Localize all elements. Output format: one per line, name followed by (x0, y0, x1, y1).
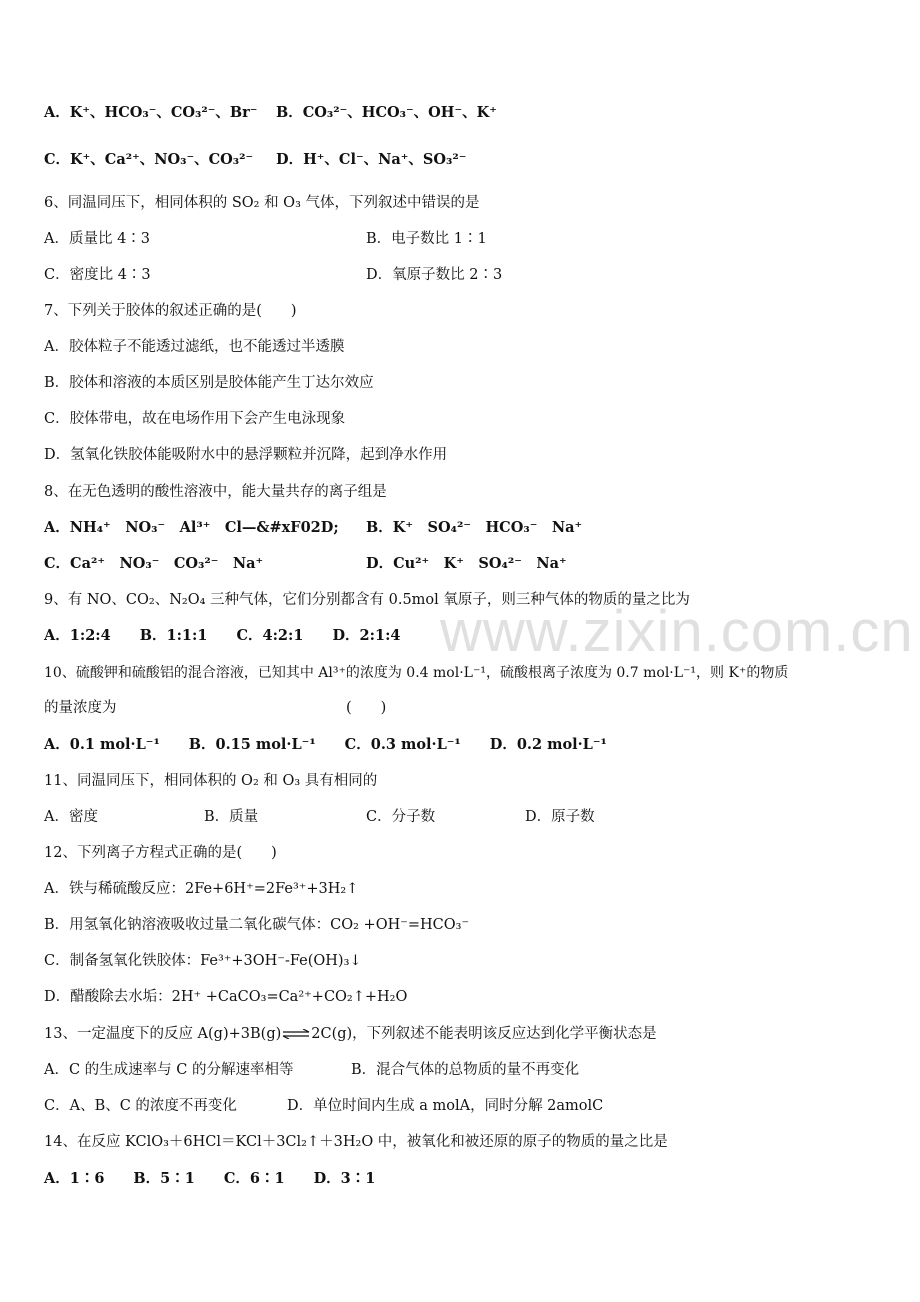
q13-option-b[interactable]: B．混合气体的总物质的量不再变化 (351, 1062, 580, 1078)
q11-option-b[interactable]: B．质量 (204, 809, 259, 825)
q7-option-b[interactable]: B．胶体和溶液的本质区别是胶体能产生丁达尔效应 (44, 375, 374, 391)
q10-stem-line1: 10、硫酸钾和硫酸铝的混合溶液，已知其中 Al³⁺的浓度为 0.4 mol·L⁻¹，硫酸根离子浓度为 0.7 mol·L⁻¹，则 K⁺的物质 (44, 665, 789, 681)
q13-option-a[interactable]: A．C 的生成速率与 C 的分解速率相等 (44, 1062, 294, 1078)
q13-options-row2 (44, 1096, 874, 1116)
q7-option-a[interactable]: A．胶体粒子不能透过滤纸，也不能透过半透膜 (44, 339, 345, 355)
q6-options-row1 (44, 229, 874, 249)
q7-stem: 7、下列关于胶体的叙述正确的是( ) (44, 303, 297, 319)
q13-option-c[interactable]: C．A、B、C 的浓度不再变化 (44, 1098, 237, 1114)
q8-option-b[interactable]: B．K⁺ SO₄²⁻ HCO₃⁻ Na⁺ (366, 519, 583, 536)
q10-answer-paren: ( ) (346, 700, 387, 716)
q11-options (44, 807, 874, 827)
q13-stem-pre: 13、一定温度下的反应 A(g)+3B(g) (44, 1026, 282, 1042)
equilibrium-arrow-icon (281, 1029, 311, 1039)
q12-option-c[interactable]: C．制备氢氧化铁胶体：Fe³⁺+3OH⁻-Fe(OH)₃↓ (44, 953, 362, 969)
q13-options-row1 (44, 1060, 874, 1080)
q6-option-c[interactable]: C．密度比 4∶3 (44, 267, 151, 283)
q8-option-a[interactable]: A．NH₄⁺ NO₃⁻ Al³⁺ Cl—&#xF02D; (44, 519, 339, 536)
q10-stem-tail: 的量浓度为 (44, 700, 117, 716)
q5-options-row2 (44, 150, 467, 170)
q13-option-d[interactable]: D．单位时间内生成 a molA，同时分解 2amolC (287, 1098, 604, 1114)
q11-option-c[interactable]: C．分子数 (366, 809, 436, 825)
q6-stem: 6、同温同压下，相同体积的 SO₂ 和 O₃ 气体，下列叙述中错误的是 (44, 195, 480, 211)
q6-option-b[interactable]: B．电子数比 1∶1 (366, 231, 487, 247)
q6-option-a[interactable]: A．质量比 4∶3 (44, 231, 151, 247)
q5-option-b[interactable]: B．CO₃²⁻、HCO₃⁻、OH⁻、K⁺ (276, 104, 497, 121)
q12-option-d[interactable]: D．醋酸除去水垢：2H⁺ +CaCO₃=Ca²⁺+CO₂↑+H₂O (44, 989, 408, 1005)
q6-option-d[interactable]: D．氧原子数比 2∶3 (366, 267, 503, 283)
q5-option-a[interactable]: A．K⁺、HCO₃⁻、CO₃²⁻、Br⁻ (44, 104, 258, 121)
q5-option-d[interactable]: D．H⁺、Cl⁻、Na⁺、SO₃²⁻ (276, 151, 467, 168)
q12-stem: 12、下列离子方程式正确的是( ) (44, 845, 277, 861)
q8-option-d[interactable]: D．Cu²⁺ K⁺ SO₄²⁻ Na⁺ (366, 555, 567, 572)
q11-stem: 11、同温同压下，相同体积的 O₂ 和 O₃ 具有相同的 (44, 773, 378, 789)
q13-stem (44, 1024, 657, 1044)
watermark: www.zixin.com.cn (440, 599, 914, 664)
q9-stem: 9、有 NO、CO₂、N₂O₄ 三种气体，它们分别都含有 0.5mol 氧原子，则三种气体的物质的量之比为 (44, 592, 690, 608)
q8-option-c[interactable]: C．Ca²⁺ NO₃⁻ CO₃²⁻ Na⁺ (44, 555, 264, 572)
q11-option-a[interactable]: A．密度 (44, 809, 98, 825)
q14-stem: 14、在反应 KClO₃＋6HCl＝KCl＋3Cl₂↑＋3H₂O 中，被氧化和被还原的原子的物质的量之比是 (44, 1134, 668, 1150)
q10-stem-line2 (44, 698, 444, 718)
q12-option-b[interactable]: B．用氢氧化钠溶液吸收过量二氧化碳气体：CO₂ +OH⁻=HCO₃⁻ (44, 917, 470, 933)
q11-option-d[interactable]: D．原子数 (525, 809, 595, 825)
q8-stem: 8、在无色透明的酸性溶液中，能大量共存的离子组是 (44, 484, 387, 500)
q12-option-a[interactable]: A．铁与稀硫酸反应：2Fe+6H⁺=2Fe³⁺+3H₂↑ (44, 881, 359, 897)
q7-option-c[interactable]: C．胶体带电，故在电场作用下会产生电泳现象 (44, 411, 346, 427)
q8-options-row2 (44, 554, 874, 574)
q14-options[interactable]: A．1∶6 B．5∶1 C．6∶1 D．3∶1 (44, 1170, 376, 1187)
q6-options-row2 (44, 265, 874, 285)
q9-options[interactable]: A．1:2:4 B．1:1:1 C．4:2:1 D．2:1:4 (44, 627, 401, 644)
q10-options[interactable]: A．0.1 mol·L⁻¹ B．0.15 mol·L⁻¹ C．0.3 mol·L⁻¹ D．0.2 mol·L⁻¹ (44, 736, 607, 753)
q5-options-row1 (44, 103, 497, 123)
q13-stem-post: 2C(g)，下列叙述不能表明该反应达到化学平衡状态是 (311, 1026, 657, 1042)
q7-option-d[interactable]: D．氢氧化铁胶体能吸附水中的悬浮颗粒并沉降，起到净水作用 (44, 447, 448, 463)
q5-option-c[interactable]: C．K⁺、Ca²⁺、NO₃⁻、CO₃²⁻ (44, 151, 254, 168)
q8-options-row1 (44, 518, 874, 538)
